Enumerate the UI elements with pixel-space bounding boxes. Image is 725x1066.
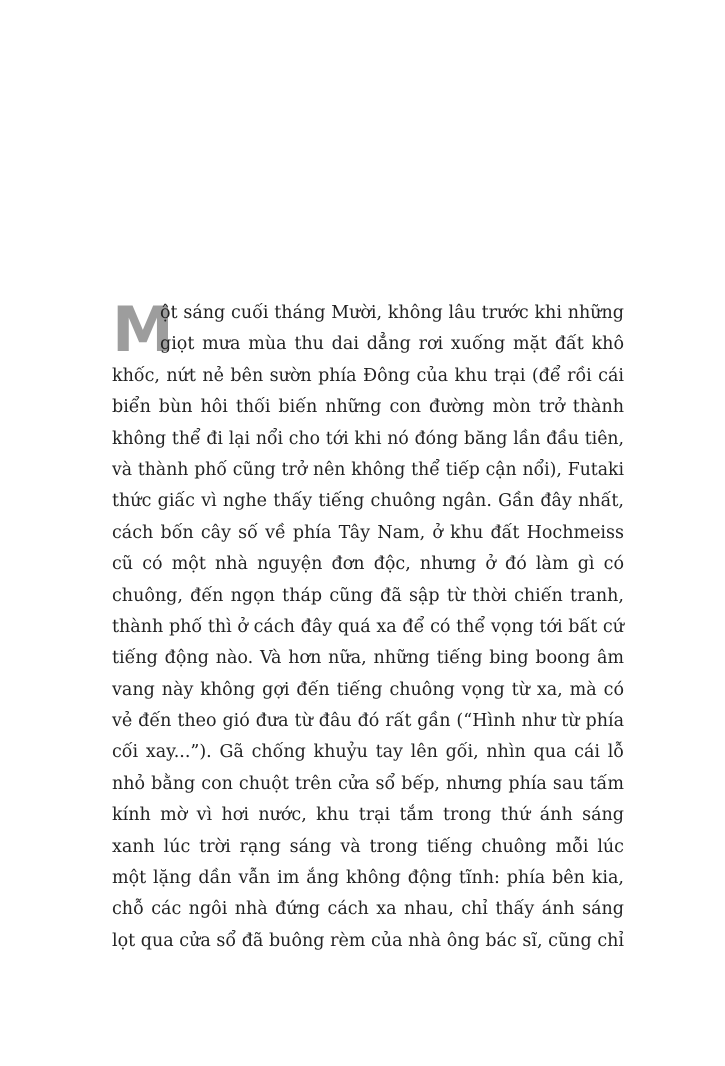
text-line: biển bùn hôi thối biến những con đường mòn trở thành <box>112 397 624 418</box>
text-line: cũ có một nhà nguyện đơn độc, nhưng ở đó làm gì có <box>112 554 624 575</box>
text-line: thành phố thì ở cách đây quá xa để có thể vọng tới bất cứ <box>112 616 624 637</box>
drop-cap-letter: M <box>112 293 174 366</box>
text-line: thức giấc vì nghe thấy tiếng chuông ngân. Gần đây nhất, <box>112 491 624 512</box>
text-line: không thể đi lại nổi cho tới khi nó đóng băng lần đầu tiên, <box>112 428 624 449</box>
text-line: xanh lúc trời rạng sáng và trong tiếng chuông mỗi lúc <box>112 836 624 857</box>
text-line: khốc, nứt nẻ bên sườn phía Đông của khu trại (để rồi cái <box>112 365 624 386</box>
body-paragraph <box>112 293 624 957</box>
text-line: giọt mưa mùa thu dai dẳng rơi xuống mặt đất khô <box>160 334 624 355</box>
text-line: và thành phố cũng trở nên không thể tiếp cận nổi), Futaki <box>112 459 624 480</box>
text-line: vang này không gợi đến tiếng chuông vọng từ xa, mà có <box>112 679 624 700</box>
text-line: chuông, đến ngọn tháp cũng đã sập từ thời chiến tranh, <box>112 585 624 606</box>
text-line: nhỏ bằng con chuột trên cửa sổ bếp, nhưng phía sau tấm <box>112 773 624 794</box>
text-line: cách bốn cây số về phía Tây Nam, ở khu đất Hochmeiss <box>112 522 624 543</box>
text-line: kính mờ vì hơi nước, khu trại tắm trong thứ ánh sáng <box>112 805 624 826</box>
text-line: chỗ các ngôi nhà đứng cách xa nhau, chỉ thấy ánh sáng <box>112 899 624 920</box>
text-line: lọt qua cửa sổ đã buông rèm của nhà ông bác sĩ, cũng chỉ <box>112 930 624 951</box>
text-line: vẻ đến theo gió đưa từ đâu đó rất gần (“Hình như từ phía <box>112 711 624 732</box>
text-line: ột sáng cuối tháng Mười, không lâu trước khi những <box>160 303 624 323</box>
text-line: cối xay...”). Gã chống khuỷu tay lên gối, nhìn qua cái lỗ <box>112 742 624 763</box>
text-line: một lặng dần vẫn im ắng không động tĩnh: phía bên kia, <box>112 868 624 889</box>
text-line: tiếng động nào. Và hơn nữa, những tiếng bing boong âm <box>112 648 624 669</box>
